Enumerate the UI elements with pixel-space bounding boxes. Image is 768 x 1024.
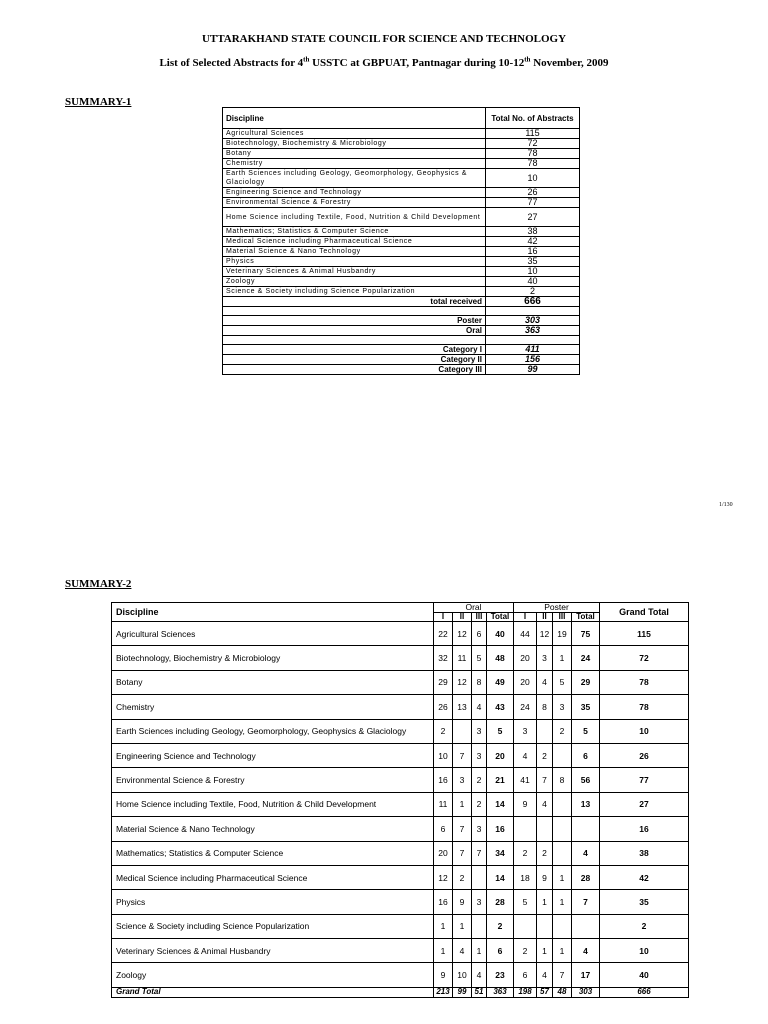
summary2-grand-total-label: Grand Total [112,987,434,997]
summary2-cell-p2: 7 [537,768,553,792]
summary2-cell-gt: 77 [600,768,689,792]
summary2-cell-pt: 35 [572,695,600,719]
summary2-cell-p2: 12 [537,622,553,646]
summary1-category-3-label: Category III [223,365,486,375]
poster-col-total: Total [572,613,600,622]
summary2-discipline: Physics [112,890,434,914]
summary1-discipline: Science & Society including Science Popularization [223,287,486,297]
summary1-col-discipline: Discipline [223,108,486,129]
oral-col-i: I [434,613,453,622]
summary2-cell-p2: 1 [537,939,553,963]
summary1-total: 40 [486,277,580,287]
summary1-row [223,287,580,297]
summary2-cell-pt: 75 [572,622,600,646]
summary2-discipline: Agricultural Sciences [112,622,434,646]
summary2-cell-p2: 4 [537,670,553,694]
summary2-cell-o2: 4 [453,939,472,963]
summary2-cell-o1: 10 [434,743,453,767]
summary2-row [112,865,689,889]
summary2-col-grand-total: Grand Total [600,603,689,622]
summary2-cell-p1: 20 [514,670,537,694]
summary1-total: 42 [486,237,580,247]
summary2-cell-o3: 3 [472,719,487,743]
summary1-category-1-label: Category I [223,345,486,355]
page-number: 1/130 [719,502,733,508]
summary2-col-poster: Poster [514,603,600,613]
summary2-cell-gt: 42 [600,865,689,889]
summary2-cell-o1: 26 [434,695,453,719]
summary2-label: SUMMARY-2 [65,578,132,590]
summary2-cell-ot: 28 [487,890,514,914]
summary2-cell-p3: 5 [553,670,572,694]
poster-col-iii: III [553,613,572,622]
summary1-category-2-value: 156 [486,355,580,365]
summary1-row [223,198,580,208]
oral-col-total: Total [487,613,514,622]
summary2-cell-gt: 78 [600,670,689,694]
summary1-table [222,107,580,375]
summary2-cell-o3: 7 [472,841,487,865]
poster-col-i: I [514,613,537,622]
summary2-cell-p1: 20 [514,646,537,670]
summary2-cell-o3: 2 [472,768,487,792]
summary2-cell-gt: 16 [600,817,689,841]
summary1-row [223,267,580,277]
summary2-cell-p2 [537,817,553,841]
summary1-total: 78 [486,149,580,159]
summary2-grand-ot: 363 [487,987,514,997]
summary2-cell-p1: 6 [514,963,537,987]
summary2-cell-pt [572,914,600,938]
summary2-col-discipline: Discipline [112,603,434,622]
summary2-cell-p3 [553,792,572,816]
summary1-category-2-label: Category II [223,355,486,365]
summary2-cell-o2 [453,719,472,743]
subtitle-sup-1: th [303,55,310,64]
summary2-cell-ot: 16 [487,817,514,841]
summary2-cell-ot: 21 [487,768,514,792]
oral-col-iii: III [472,613,487,622]
summary1-total-received-value: 666 [486,297,580,307]
summary2-cell-o3: 3 [472,743,487,767]
summary1-total: 35 [486,257,580,267]
summary2-cell-p2: 2 [537,841,553,865]
summary2-cell-o3 [472,914,487,938]
summary2-cell-gt: 72 [600,646,689,670]
summary2-cell-p1: 2 [514,939,537,963]
summary2-cell-gt: 10 [600,939,689,963]
summary2-cell-p2: 3 [537,646,553,670]
summary2-cell-pt: 4 [572,841,600,865]
summary1-discipline: Environmental Science & Forestry [223,198,486,208]
summary2-cell-p1: 44 [514,622,537,646]
summary1-row [223,277,580,287]
summary1-total: 16 [486,247,580,257]
summary1-row [223,139,580,149]
summary2-cell-o2: 7 [453,841,472,865]
summary2-cell-p2: 8 [537,695,553,719]
summary2-cell-p2 [537,719,553,743]
summary2-discipline: Home Science including Textile, Food, Nutrition & Child Development [112,792,434,816]
summary2-discipline: Science & Society including Science Popularization [112,914,434,938]
summary2-row [112,768,689,792]
summary2-cell-o1: 1 [434,914,453,938]
summary1-discipline: Physics [223,257,486,267]
summary1-row [223,188,580,198]
summary1-discipline: Material Science & Nano Technology [223,247,486,257]
summary2-discipline: Engineering Science and Technology [112,743,434,767]
summary2-cell-p1 [514,914,537,938]
summary2-cell-ot: 34 [487,841,514,865]
summary1-row [223,227,580,237]
summary2-cell-o3: 3 [472,890,487,914]
summary1-poster-value: 303 [486,316,580,326]
summary2-cell-pt: 5 [572,719,600,743]
summary1-discipline: Earth Sciences including Geology, Geomorphology, Geophysics & Glaciology [223,169,486,188]
summary2-cell-o2: 9 [453,890,472,914]
summary2-cell-ot: 48 [487,646,514,670]
summary1-discipline: Agricultural Sciences [223,129,486,139]
summary2-cell-gt: 2 [600,914,689,938]
summary2-discipline: Botany [112,670,434,694]
summary1-row [223,247,580,257]
summary2-grand-o2: 99 [453,987,472,997]
summary1-row [223,129,580,139]
summary2-row [112,914,689,938]
summary1-oral-value: 363 [486,326,580,336]
subtitle-part-b: USSTC at GBPUAT, Pantnagar during 10-12 [309,57,525,69]
summary1-oral-label: Oral [223,326,486,336]
summary2-row [112,890,689,914]
summary1-discipline: Zoology [223,277,486,287]
summary2-cell-p3 [553,914,572,938]
summary2-cell-p3 [553,743,572,767]
summary1-total-received-label: total received [223,297,486,307]
summary2-cell-ot: 2 [487,914,514,938]
summary1-row [223,169,580,188]
summary2-cell-p2 [537,914,553,938]
summary2-discipline: Zoology [112,963,434,987]
summary1-discipline: Medical Science including Pharmaceutical Science [223,237,486,247]
summary1-discipline: Veterinary Sciences & Animal Husbandry [223,267,486,277]
summary2-row [112,841,689,865]
summary1-total: 10 [486,169,580,188]
summary2-row [112,622,689,646]
summary2-cell-o3: 3 [472,817,487,841]
summary2-cell-pt: 24 [572,646,600,670]
summary2-row [112,817,689,841]
summary2-cell-o1: 9 [434,963,453,987]
summary1-category-1-row [223,345,580,355]
summary2-cell-o3: 4 [472,963,487,987]
summary2-cell-o3: 2 [472,792,487,816]
summary2-cell-o2: 13 [453,695,472,719]
summary1-col-total: Total No. of Abstracts [486,108,580,129]
summary1-discipline: Engineering Science and Technology [223,188,486,198]
summary1-poster-label: Poster [223,316,486,326]
summary2-cell-p3: 3 [553,695,572,719]
summary2-cell-o2: 2 [453,865,472,889]
summary2-cell-o1: 16 [434,890,453,914]
summary1-discipline: Mathematics; Statistics & Computer Science [223,227,486,237]
summary1-discipline: Home Science including Textile, Food, Nutrition & Child Development [223,208,486,227]
summary2-cell-ot: 49 [487,670,514,694]
summary2-grand-o1: 213 [434,987,453,997]
summary2-cell-pt: 13 [572,792,600,816]
summary2-cell-p1: 2 [514,841,537,865]
summary2-cell-o1: 29 [434,670,453,694]
summary1-category-1-value: 411 [486,345,580,355]
poster-col-ii: II [537,613,553,622]
summary2-cell-pt: 28 [572,865,600,889]
summary2-cell-p3: 1 [553,646,572,670]
summary2-cell-pt: 29 [572,670,600,694]
summary2-cell-p2: 2 [537,743,553,767]
summary1-discipline: Botany [223,149,486,159]
summary2-cell-ot: 40 [487,622,514,646]
summary2-cell-ot: 6 [487,939,514,963]
summary2-row [112,646,689,670]
summary2-cell-gt: 27 [600,792,689,816]
summary2-cell-ot: 14 [487,792,514,816]
summary1-category-3-value: 99 [486,365,580,375]
summary2-cell-ot: 43 [487,695,514,719]
summary2-cell-pt: 6 [572,743,600,767]
summary2-cell-ot: 20 [487,743,514,767]
summary1-total: 78 [486,159,580,169]
summary2-discipline: Mathematics; Statistics & Computer Science [112,841,434,865]
summary2-cell-pt: 4 [572,939,600,963]
summary2-cell-o2: 12 [453,670,472,694]
summary2-cell-p1: 4 [514,743,537,767]
summary2-row [112,963,689,987]
summary2-row [112,695,689,719]
summary2-cell-gt: 40 [600,963,689,987]
summary1-total: 115 [486,129,580,139]
summary2-cell-p3: 2 [553,719,572,743]
summary2-cell-p2: 1 [537,890,553,914]
summary1-label: SUMMARY-1 [65,96,132,108]
oral-col-ii: II [453,613,472,622]
summary2-cell-o3 [472,865,487,889]
summary2-cell-o2: 11 [453,646,472,670]
summary2-cell-p3: 1 [553,865,572,889]
summary2-cell-o2: 12 [453,622,472,646]
summary2-cell-o1: 11 [434,792,453,816]
summary2-cell-o1: 20 [434,841,453,865]
summary2-cell-p2: 4 [537,792,553,816]
summary2-discipline: Material Science & Nano Technology [112,817,434,841]
summary2-grand-o3: 51 [472,987,487,997]
summary2-row [112,743,689,767]
summary2-cell-gt: 35 [600,890,689,914]
summary2-grand-p3: 48 [553,987,572,997]
summary1-row [223,149,580,159]
summary1-row [223,159,580,169]
summary1-total: 77 [486,198,580,208]
summary1-poster-row [223,316,580,326]
summary1-row [223,237,580,247]
summary2-cell-gt: 115 [600,622,689,646]
subtitle-part-c: November, 2009 [530,57,609,69]
summary2-cell-o1: 12 [434,865,453,889]
summary2-row [112,792,689,816]
summary1-total: 10 [486,267,580,277]
summary2-cell-pt: 17 [572,963,600,987]
summary2-cell-o3: 8 [472,670,487,694]
summary2-cell-o2: 7 [453,817,472,841]
summary1-category-2-row [223,355,580,365]
summary2-cell-p3: 8 [553,768,572,792]
summary1-total: 26 [486,188,580,198]
summary2-cell-pt: 7 [572,890,600,914]
summary2-cell-p1: 41 [514,768,537,792]
summary2-discipline: Environmental Science & Forestry [112,768,434,792]
summary2-cell-o1: 16 [434,768,453,792]
summary1-header-row [223,108,580,129]
summary2-discipline: Earth Sciences including Geology, Geomorphology, Geophysics & Glaciology [112,719,434,743]
summary2-grand-total-row [112,987,689,997]
summary2-cell-ot: 14 [487,865,514,889]
summary2-cell-o1: 22 [434,622,453,646]
summary2-row [112,719,689,743]
summary2-cell-p3: 7 [553,963,572,987]
summary2-cell-p3: 1 [553,939,572,963]
subtitle-part-a: List of Selected Abstracts for 4 [159,57,304,69]
summary2-cell-p3: 1 [553,890,572,914]
summary2-cell-gt: 38 [600,841,689,865]
spacer-cell [223,307,486,316]
summary2-grand-p1: 198 [514,987,537,997]
summary2-cell-o1: 32 [434,646,453,670]
summary2-discipline: Chemistry [112,695,434,719]
summary2-cell-p1: 5 [514,890,537,914]
subtitle-sup-2: th [524,55,531,64]
summary2-table [111,602,689,998]
summary2-cell-p2: 9 [537,865,553,889]
summary2-cell-ot: 23 [487,963,514,987]
summary2-grand-p2: 57 [537,987,553,997]
summary2-row [112,939,689,963]
summary2-cell-o3: 1 [472,939,487,963]
summary2-cell-o2: 7 [453,743,472,767]
summary2-cell-o1: 6 [434,817,453,841]
summary2-cell-o3: 5 [472,646,487,670]
summary2-cell-o3: 4 [472,695,487,719]
summary2-cell-o2: 3 [453,768,472,792]
summary2-grand-pt: 303 [572,987,600,997]
summary2-discipline: Biotechnology, Biochemistry & Microbiology [112,646,434,670]
summary1-total: 72 [486,139,580,149]
summary1-total-received-row [223,297,580,307]
summary2-cell-pt: 56 [572,768,600,792]
spacer-cell [223,336,486,345]
summary2-discipline: Medical Science including Pharmaceutical Science [112,865,434,889]
summary2-cell-pt [572,817,600,841]
summary2-cell-o2: 1 [453,792,472,816]
summary2-cell-o2: 1 [453,914,472,938]
summary2-cell-p3: 19 [553,622,572,646]
summary2-header-row [112,603,689,613]
summary2-cell-p1: 9 [514,792,537,816]
summary2-col-oral: Oral [434,603,514,613]
summary2-cell-o2: 10 [453,963,472,987]
document-title: UTTARAKHAND STATE COUNCIL FOR SCIENCE AND TECHNOLOGY [201,33,567,45]
summary2-cell-o1: 1 [434,939,453,963]
summary2-cell-p3 [553,817,572,841]
summary2-row [112,670,689,694]
summary2-cell-p1: 3 [514,719,537,743]
summary2-cell-gt: 78 [600,695,689,719]
summary1-oral-row [223,326,580,336]
summary2-grand-gt: 666 [600,987,689,997]
summary2-cell-o1: 2 [434,719,453,743]
summary1-category-3-row [223,365,580,375]
summary1-total: 27 [486,208,580,227]
summary1-discipline: Chemistry [223,159,486,169]
summary2-discipline: Veterinary Sciences & Animal Husbandry [112,939,434,963]
summary1-discipline: Biotechnology, Biochemistry & Microbiology [223,139,486,149]
summary2-cell-gt: 10 [600,719,689,743]
summary1-row [223,257,580,267]
summary2-cell-p1 [514,817,537,841]
summary2-cell-gt: 26 [600,743,689,767]
summary2-cell-p1: 18 [514,865,537,889]
summary2-cell-ot: 5 [487,719,514,743]
summary2-cell-o3: 6 [472,622,487,646]
summary2-cell-p2: 4 [537,963,553,987]
summary2-cell-p3 [553,841,572,865]
summary1-row [223,208,580,227]
summary1-total: 38 [486,227,580,237]
summary2-cell-p1: 24 [514,695,537,719]
document-subtitle [0,57,768,69]
summary1-total: 2 [486,287,580,297]
